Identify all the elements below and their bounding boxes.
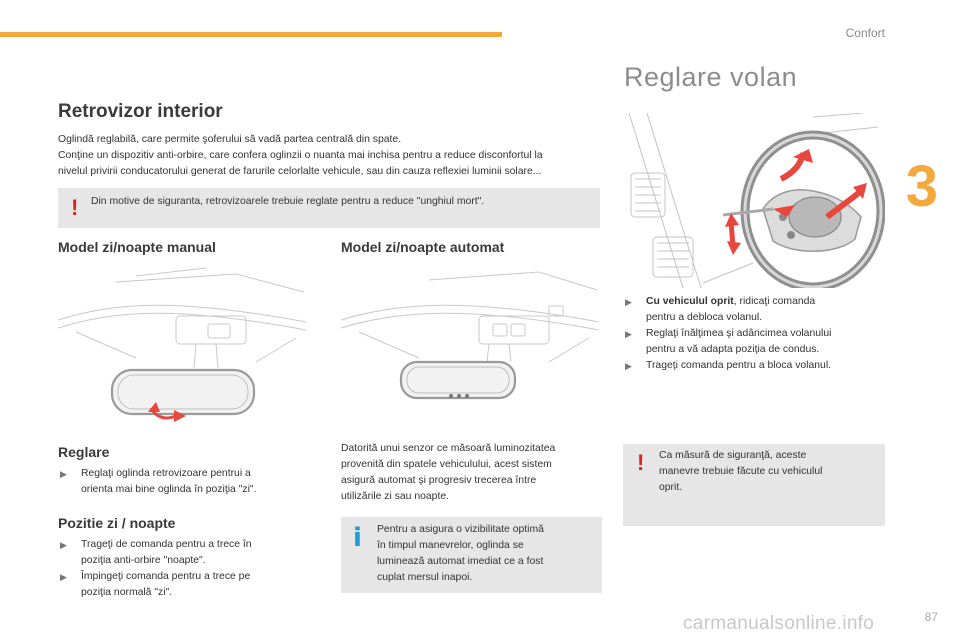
- emphasis-text: Cu vehiculul oprit: [646, 296, 734, 307]
- info-text: [377, 522, 587, 586]
- top-accent-bar: [0, 32, 502, 37]
- para-line: provenită din spatele vehiculului, acest sistem: [341, 459, 552, 470]
- steering-list: [623, 294, 885, 374]
- intro-line: Conţine un dispozitiv anti-orbire, care confera oglinzii o nuanta mai inchisa pentru a reduce disconfortul la: [58, 150, 543, 161]
- list-item: [58, 466, 308, 498]
- intro-line: nivelul privirii conducatorului generat de farurile celorlalte vehicule, sau din cauza reflexiei luminii solare...: [58, 166, 542, 177]
- warning-line: oprit.: [659, 482, 683, 493]
- steering-section-title: Reglare volan: [624, 62, 798, 92]
- light-sensor-dot: [465, 394, 469, 398]
- safety-warning-box: [58, 188, 600, 228]
- auto-model-title: Model zi/noapte automat: [341, 239, 505, 255]
- pozitie-list: [58, 537, 308, 601]
- auto-mode-text: [341, 441, 606, 505]
- list-item: [623, 358, 885, 374]
- info-icon: i: [353, 523, 362, 553]
- watermark: carmanualsonline.info: [683, 613, 875, 634]
- steering-warning-box: [623, 444, 885, 526]
- pozitie-title: Pozitie zi / noapte: [58, 515, 176, 531]
- warning-icon: !: [71, 195, 79, 220]
- bullet-marker-icon: ▶: [60, 572, 67, 582]
- list-item-line: Trageţi comanda pentru a bloca volanul.: [646, 360, 832, 371]
- section-label: Confort: [845, 26, 885, 40]
- intro-line: Oglindă reglabilă, care permite şoferului să vadă partea centrală din spate.: [58, 134, 402, 145]
- info-line: Pentru a asigura o vizibilitate optimă: [377, 524, 544, 535]
- warning-line: Ca măsură de siguranţă, aceste: [659, 450, 807, 461]
- info-line: cuplat mersul inapoi.: [377, 572, 473, 583]
- light-sensor-dot: [457, 394, 461, 398]
- info-box: [341, 517, 602, 593]
- steering-warning-text: [659, 448, 874, 496]
- para-line: asigură automat şi progresiv trecerea între: [341, 475, 537, 486]
- bullet-marker-icon: ▶: [60, 469, 67, 479]
- manual-mirror-illustration: [56, 262, 308, 432]
- warning-line: manevre trebuie făcute cu vehiculul: [659, 466, 823, 477]
- bullet-marker-icon: ▶: [625, 361, 632, 371]
- list-item-line: [646, 294, 885, 310]
- warning-text: Din motive de siguranta, retrovizoarele trebuie reglate pentru a reduce "unghiul mort".: [91, 196, 485, 207]
- list-item-line: poziţia normală "zi".: [81, 587, 173, 598]
- intro-text: [58, 132, 603, 180]
- para-line: utilizările zi sau noapte.: [341, 491, 450, 502]
- chapter-number: 3: [905, 154, 938, 219]
- list-item: [623, 326, 885, 358]
- list-item-line: Trageţi de comanda pentru a trece în: [81, 539, 252, 550]
- automatic-mirror-illustration: [339, 262, 601, 412]
- reglare-list: [58, 466, 308, 498]
- list-item: [58, 569, 308, 601]
- list-item-line: poziţia anti-orbire "noapte".: [81, 555, 206, 566]
- page-number: 87: [924, 610, 938, 624]
- para-line: Datorită unui senzor ce măsoară luminozitatea: [341, 443, 556, 454]
- steering-wheel-illustration: [623, 113, 885, 288]
- list-item-line: Reglaţi oglinda retrovizoare pentrui a: [81, 468, 251, 479]
- page-title: Retrovizor interior: [58, 101, 223, 122]
- bullet-marker-icon: ▶: [625, 329, 632, 339]
- list-item: [58, 537, 308, 569]
- info-line: luminează automat imediat ce a fost: [377, 556, 544, 567]
- list-item-line: orienta mai bine oglinda în poziţia "zi".: [81, 484, 257, 495]
- list-item-line: Împingeţi comanda pentru a trece pe: [81, 571, 251, 582]
- manual-model-title: Model zi/noapte manual: [58, 239, 216, 255]
- list-item-line: Reglaţi înălţimea şi adâncimea volanului: [646, 328, 832, 339]
- mirror-body: [112, 370, 254, 414]
- list-item-line: pentru a debloca volanul.: [646, 312, 763, 323]
- warning-icon: !: [637, 450, 645, 475]
- list-item-line: pentru a vă adapta poziţia de condus.: [646, 344, 820, 355]
- bullet-marker-icon: ▶: [60, 540, 67, 550]
- item-text: , ridicaţi comanda: [733, 296, 816, 307]
- info-line: în timpul manevrelor, oglinda se: [377, 540, 524, 551]
- light-sensor-dot: [449, 394, 453, 398]
- bullet-marker-icon: ▶: [625, 297, 632, 307]
- reglare-title: Reglare: [58, 444, 110, 460]
- list-item: [623, 294, 885, 326]
